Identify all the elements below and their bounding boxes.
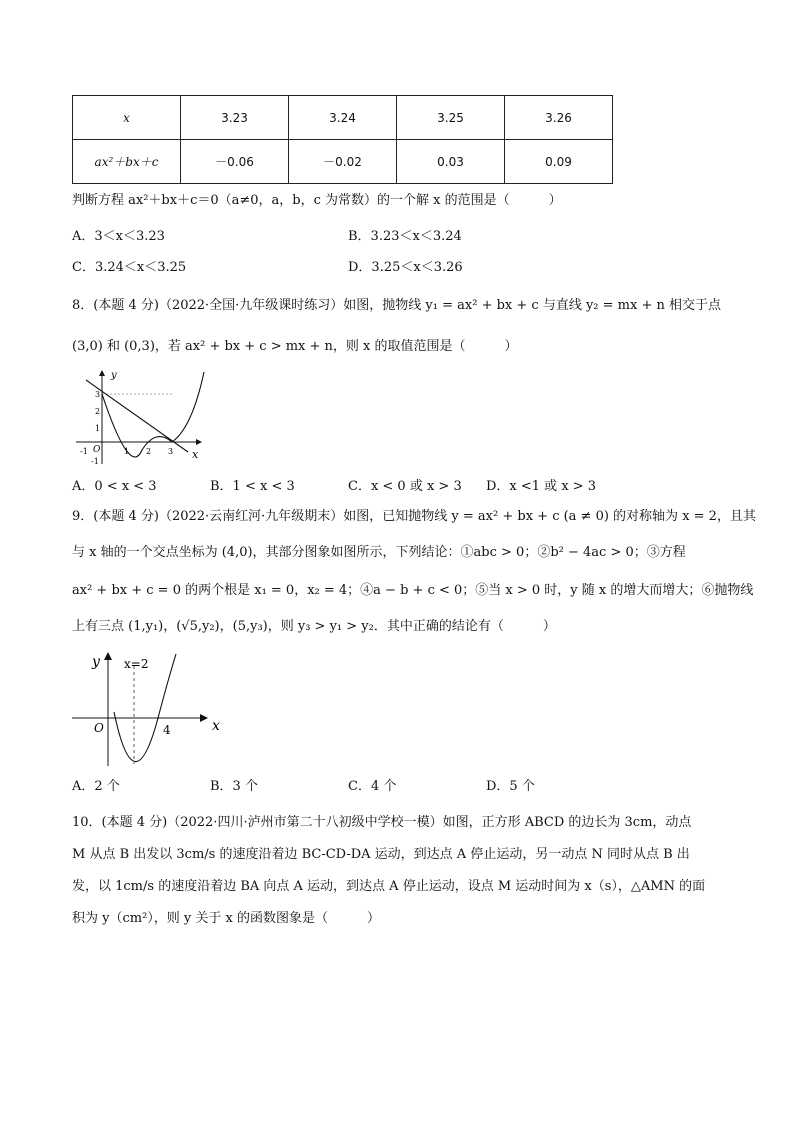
tick-label: 1 <box>124 447 130 456</box>
x-axis-label: x <box>192 448 199 461</box>
table-cell: －0.06 <box>181 140 289 184</box>
table-cell: x <box>73 96 181 140</box>
q7-option-a: A．3＜x＜3.23 <box>72 229 165 244</box>
table-cell: 3.24 <box>289 96 397 140</box>
intercept-label: 4 <box>163 723 171 737</box>
table-cell: ax²＋bx＋c <box>73 140 181 184</box>
q7-text: 判断方程 ax²＋bx＋c＝0（a≠0，a，b，c 为常数）的一个解 x 的范围是（ ） <box>72 193 562 208</box>
q10-line-1: 10．(本题 4 分)（2022·四川·泸州市第二十八初级中学校一模）如图，正方形 ABCD 的边长为 3cm，动点 <box>72 815 692 830</box>
q7-option-c: C．3.24＜x＜3.25 <box>72 260 187 275</box>
tick-label: 3 <box>168 447 174 456</box>
q8-figure <box>72 368 212 468</box>
q7-option-b: B．3.23＜x＜3.24 <box>348 229 462 244</box>
q9-line-1: 9．(本题 4 分)（2022·云南红河·九年级期末）如图，已知抛物线 y = ax² + bx + c (a ≠ 0) 的对称轴为 x = 2，且其 <box>72 509 756 524</box>
table-row <box>73 96 613 140</box>
origin-label: O <box>94 721 104 735</box>
table-cell: 3.26 <box>505 96 613 140</box>
x-axis-arrow <box>196 439 202 445</box>
tick-label: 2 <box>146 447 152 456</box>
q9-line-2: 与 x 轴的一个交点坐标为 (4,0)，其部分图象如图所示，下列结论：①abc > 0；②b² − 4ac > 0；③方程 <box>72 545 686 560</box>
tick-label: 3 <box>95 390 101 399</box>
q8-option-a: A．0 < x < 3 <box>72 479 157 494</box>
value-table <box>72 95 613 184</box>
q10-line-4: 积为 y（cm²），则 y 关于 x 的函数图象是（ ） <box>72 911 381 926</box>
q10-line-2: M 从点 B 出发以 3cm/s 的速度沿着边 BC-CD-DA 运动，到达点 A 停止运动，另一动点 N 同时从点 B 出 <box>72 847 690 862</box>
q8-line-2: (3,0) 和 (0,3)，若 ax² + bx + c > mx + n，则 x 的取值范围是（ ） <box>72 339 518 354</box>
parabola-curve <box>102 372 204 457</box>
straight-line <box>86 380 188 452</box>
q9-option-a: A．2 个 <box>72 779 120 794</box>
y-axis-label: y <box>92 654 100 670</box>
tick-label: -1 <box>80 447 88 456</box>
table-cell: 0.09 <box>505 140 613 184</box>
table-cell: 3.23 <box>181 96 289 140</box>
y-axis-arrow <box>99 370 105 376</box>
q8-option-d: D．x <1 或 x > 3 <box>486 479 597 494</box>
q7-option-d: D．3.25＜x＜3.26 <box>348 260 463 275</box>
tick-label: -1 <box>91 457 99 466</box>
q9-option-c: C．4 个 <box>348 779 397 794</box>
symmetry-axis-label: x=2 <box>124 657 149 671</box>
q9-line-3: ax² + bx + c = 0 的两个根是 x₁ = 0，x₂ = 4；④a − b + c < 0；⑤当 x > 0 时，y 随 x 的增大而增大；⑥抛物线 <box>72 583 754 598</box>
table-cell: 0.03 <box>397 140 505 184</box>
q9-option-b: B．3 个 <box>210 779 258 794</box>
table-cell: 3.25 <box>397 96 505 140</box>
x-axis-arrow <box>200 714 208 722</box>
q10-line-3: 发，以 1cm/s 的速度沿着边 BA 向点 A 运动，到达点 A 停止运动，设点 M 运动时间为 x（s），△AMN 的面 <box>72 879 706 894</box>
tick-label: 1 <box>95 424 101 433</box>
x-axis-label: x <box>212 718 220 734</box>
origin-label: O <box>93 445 101 455</box>
q8-option-b: B．1 < x < 3 <box>210 479 295 494</box>
q8-line-1: 8．(本题 4 分)（2022·全国·九年级课时练习）如图，抛物线 y₁ = ax² + bx + c 与直线 y₂ = mx + n 相交于点 <box>72 298 721 313</box>
q9-option-d: D．5 个 <box>486 779 535 794</box>
q9-figure <box>72 648 222 768</box>
table-cell: －0.02 <box>289 140 397 184</box>
tick-label: 2 <box>95 407 101 416</box>
y-axis-arrow <box>104 652 112 660</box>
table-row <box>73 140 613 184</box>
y-axis-label: y <box>111 370 117 381</box>
q8-option-c: C．x < 0 或 x > 3 <box>348 479 462 494</box>
q9-line-4: 上有三点 (1,y₁)，(√5,y₂)，(5,y₃)，则 y₃ > y₁ > y₂．其中正确的结论有（ ） <box>72 619 556 634</box>
